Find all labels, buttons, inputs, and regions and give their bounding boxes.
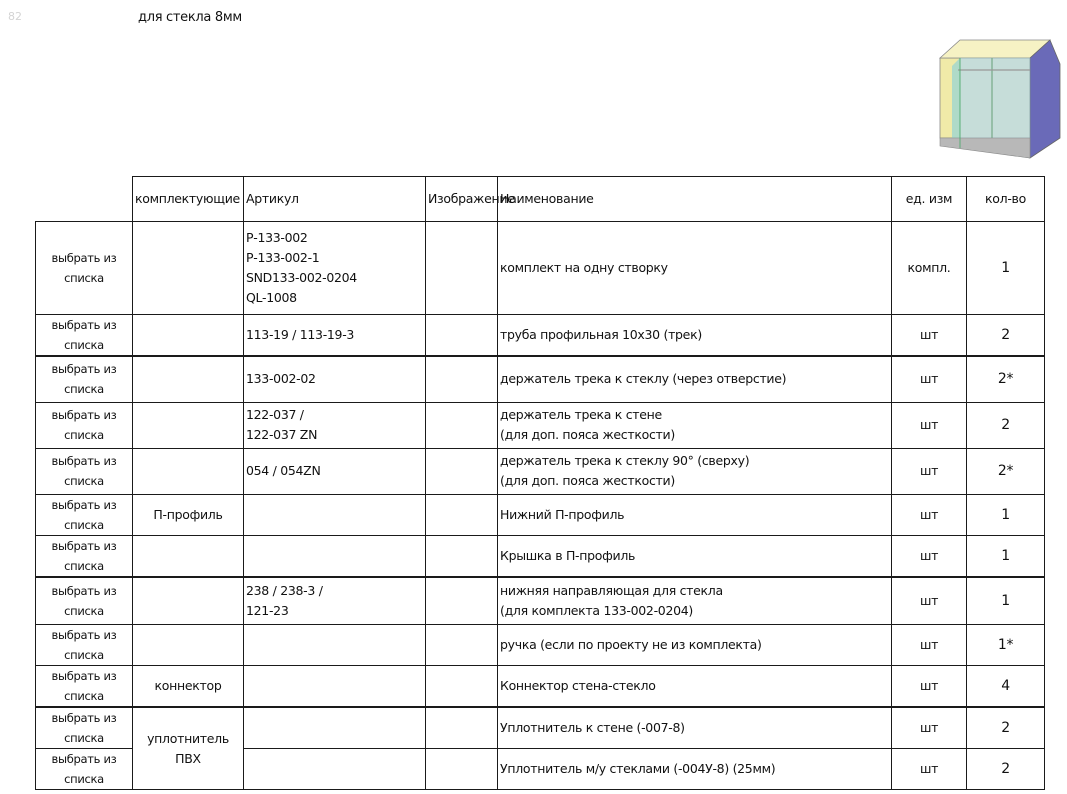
header-name: Наименование bbox=[498, 177, 892, 222]
article-cell bbox=[244, 448, 426, 494]
unit-cell: шт bbox=[892, 577, 967, 625]
item-name: держатель трека к стеклу 90° (сверху) bbox=[500, 453, 750, 468]
name-cell bbox=[498, 625, 892, 666]
image-cell bbox=[426, 577, 498, 625]
page-subtitle: для стекла 8мм bbox=[138, 10, 242, 25]
article-cell bbox=[244, 222, 426, 315]
qty-cell: 2 bbox=[967, 707, 1045, 749]
component-cell bbox=[133, 402, 244, 448]
image-cell bbox=[426, 535, 498, 577]
table-row bbox=[36, 356, 1045, 402]
select-dropdown[interactable]: выбрать из списка bbox=[36, 749, 133, 790]
qty-cell: 2* bbox=[967, 356, 1045, 402]
article-code: QL-1008 bbox=[246, 290, 297, 305]
qty-cell: 2 bbox=[967, 315, 1045, 357]
table-row bbox=[36, 402, 1045, 448]
image-cell bbox=[426, 448, 498, 494]
item-name-note: (для доп. пояса жесткости) bbox=[500, 473, 675, 488]
article-code: 133-002-02 bbox=[246, 371, 316, 387]
table-row bbox=[36, 315, 1045, 357]
unit-cell: шт bbox=[892, 707, 967, 749]
component-cell: уплотнитель ПВХ bbox=[133, 707, 244, 790]
name-cell bbox=[498, 707, 892, 749]
item-name: держатель трека к стеклу (через отверстие) bbox=[500, 371, 787, 387]
item-name: Крышка в П-профиль bbox=[500, 547, 636, 563]
unit-cell: шт bbox=[892, 356, 967, 402]
select-dropdown[interactable]: выбрать из списка bbox=[36, 448, 133, 494]
table-row bbox=[36, 448, 1045, 494]
image-cell bbox=[426, 666, 498, 708]
select-dropdown[interactable]: выбрать из списка bbox=[36, 356, 133, 402]
header-unit: ед. изм bbox=[892, 177, 967, 222]
qty-cell: 2 bbox=[967, 749, 1045, 790]
name-cell bbox=[498, 494, 892, 535]
unit-cell: компл. bbox=[892, 222, 967, 315]
table-row bbox=[36, 577, 1045, 625]
name-cell bbox=[498, 222, 892, 315]
name-cell bbox=[498, 535, 892, 577]
name-cell bbox=[498, 448, 892, 494]
name-cell bbox=[498, 315, 892, 357]
article-cell bbox=[244, 535, 426, 577]
unit-cell: шт bbox=[892, 535, 967, 577]
item-name: Коннектор стена-стекло bbox=[500, 678, 656, 693]
image-cell bbox=[426, 707, 498, 749]
qty-cell: 4 bbox=[967, 666, 1045, 708]
item-name: нижняя направляющая для стекла bbox=[500, 582, 723, 598]
article-cell bbox=[244, 666, 426, 708]
article-cell bbox=[244, 625, 426, 666]
select-dropdown[interactable]: выбрать из списка bbox=[36, 577, 133, 625]
page-number: 82 bbox=[8, 10, 22, 23]
component-cell bbox=[133, 222, 244, 315]
item-name: держатель трека к стене bbox=[500, 407, 662, 422]
qty-cell: 1 bbox=[967, 577, 1045, 625]
article-cell bbox=[244, 402, 426, 448]
table-row bbox=[36, 222, 1045, 315]
select-dropdown[interactable]: выбрать из списка bbox=[36, 222, 133, 315]
qty-cell: 1* bbox=[967, 625, 1045, 666]
image-cell bbox=[426, 494, 498, 535]
component-cell: коннектор bbox=[133, 666, 244, 708]
image-cell bbox=[426, 625, 498, 666]
item-name: труба профильная 10х30 (трек) bbox=[500, 327, 702, 342]
table-row bbox=[36, 494, 1045, 535]
item-name-note: (для комплекта 133-002-0204) bbox=[500, 602, 693, 618]
table-row bbox=[36, 625, 1045, 666]
qty-cell: 2* bbox=[967, 448, 1045, 494]
name-cell bbox=[498, 402, 892, 448]
select-dropdown[interactable]: выбрать из списка bbox=[36, 315, 133, 357]
header-image: Изображение bbox=[426, 177, 498, 222]
item-name-note: (для доп. пояса жесткости) bbox=[500, 427, 675, 442]
component-cell bbox=[133, 577, 244, 625]
table-row bbox=[36, 707, 1045, 749]
unit-cell: шт bbox=[892, 666, 967, 708]
item-name: ручка (если по проекту не из комплекта) bbox=[500, 637, 762, 652]
article-code: SND133-002-0204 bbox=[246, 270, 357, 285]
qty-cell: 1 bbox=[967, 222, 1045, 315]
qty-cell: 1 bbox=[967, 535, 1045, 577]
image-cell bbox=[426, 749, 498, 790]
select-dropdown[interactable]: выбрать из списка bbox=[36, 494, 133, 535]
article-cell bbox=[244, 356, 426, 402]
article-code: 121-23 bbox=[246, 602, 289, 618]
item-name: Нижний П-профиль bbox=[500, 506, 625, 522]
article-code: 113-19 / 113-19-3 bbox=[246, 327, 355, 342]
article-code: 122-037 ZN bbox=[246, 427, 318, 442]
unit-cell: шт bbox=[892, 749, 967, 790]
article-code: 122-037 / bbox=[246, 407, 304, 422]
component-cell bbox=[133, 625, 244, 666]
qty-cell: 2 bbox=[967, 402, 1045, 448]
select-dropdown[interactable]: выбрать из списка bbox=[36, 625, 133, 666]
spec-table bbox=[35, 176, 1045, 790]
name-cell bbox=[498, 749, 892, 790]
select-dropdown[interactable]: выбрать из списка bbox=[36, 402, 133, 448]
name-cell bbox=[498, 577, 892, 625]
image-cell bbox=[426, 402, 498, 448]
unit-cell: шт bbox=[892, 494, 967, 535]
unit-cell: шт bbox=[892, 402, 967, 448]
select-dropdown[interactable]: выбрать из списка bbox=[36, 666, 133, 708]
component-cell bbox=[133, 535, 244, 577]
article-cell bbox=[244, 749, 426, 790]
unit-cell: шт bbox=[892, 625, 967, 666]
image-cell bbox=[426, 315, 498, 357]
article-cell bbox=[244, 707, 426, 749]
select-dropdown[interactable]: выбрать из списка bbox=[36, 707, 133, 749]
name-cell bbox=[498, 356, 892, 402]
article-cell bbox=[244, 315, 426, 357]
table-row bbox=[36, 666, 1045, 708]
select-dropdown[interactable]: выбрать из списка bbox=[36, 535, 133, 577]
name-cell bbox=[498, 666, 892, 708]
component-cell bbox=[133, 356, 244, 402]
unit-cell: шт bbox=[892, 315, 967, 357]
table-header-row bbox=[36, 177, 1045, 222]
component-cell bbox=[133, 315, 244, 357]
sliding-shower-door-3d-icon bbox=[930, 28, 1060, 168]
table-row bbox=[36, 535, 1045, 577]
item-name: Уплотнитель к стене (-007-8) bbox=[500, 720, 685, 735]
header-select bbox=[36, 177, 133, 222]
component-cell bbox=[133, 448, 244, 494]
item-name: комплект на одну створку bbox=[500, 260, 668, 275]
article-code: 054 / 054ZN bbox=[246, 463, 321, 478]
article-code: Р-133-002 bbox=[246, 230, 308, 245]
article-cell bbox=[244, 494, 426, 535]
component-cell: П-профиль bbox=[133, 494, 244, 535]
header-component: комплектующие bbox=[133, 177, 244, 222]
item-name: Уплотнитель м/у стеклами (-004У-8) (25мм) bbox=[500, 761, 776, 776]
article-code: Р-133-002-1 bbox=[246, 250, 320, 265]
unit-cell: шт bbox=[892, 448, 967, 494]
header-qty: кол-во bbox=[967, 177, 1045, 222]
image-cell bbox=[426, 222, 498, 315]
qty-cell: 1 bbox=[967, 494, 1045, 535]
image-cell bbox=[426, 356, 498, 402]
article-cell bbox=[244, 577, 426, 625]
article-code: 238 / 238-3 / bbox=[246, 582, 323, 598]
header-article: Артикул bbox=[244, 177, 426, 222]
